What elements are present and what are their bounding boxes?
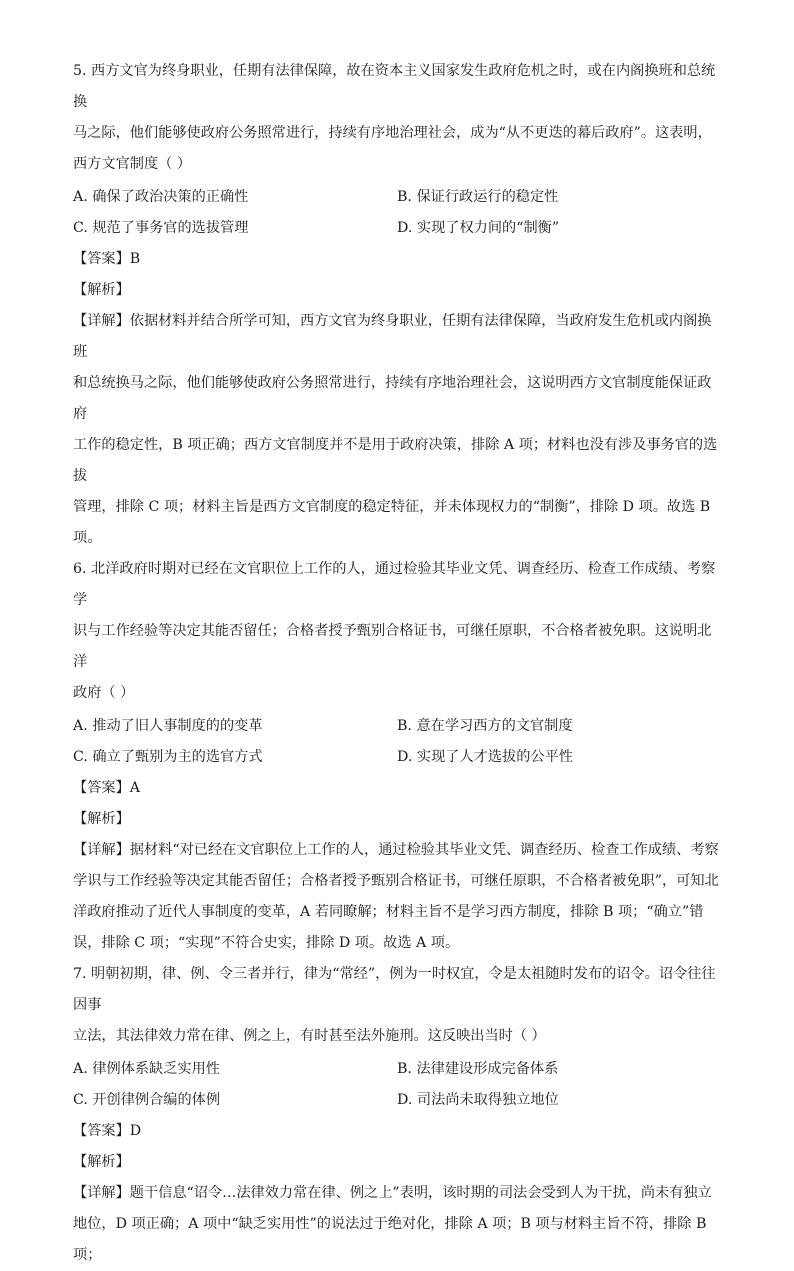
option-b: B. 保证行政运行的稳定性 xyxy=(397,189,559,205)
detail-line: 【详解】据材料“对已经在文官职位上工作的人，通过检验其毕业文凭、调查经历、检查工作成绩、考察 xyxy=(73,842,719,858)
detail-line: 管理，排除 C 项；材料主旨是西方文官制度的稳定特征，并未体现权力的“制衡”，排除 D 项。故选 B xyxy=(73,499,711,515)
answer-label: 【答案】D xyxy=(73,1123,142,1139)
option-a: A. 律例体系缺乏实用性 xyxy=(73,1061,220,1077)
detail-line: 洋政府推动了近代人事制度的变革，A 若同瞭解；材料主旨不是学习西方制度，排除 B 项；“确立”错 xyxy=(73,904,704,920)
detail-line: 和总统换马之际，他们能够使政府公务照常进行，持续有序地治理社会，这说明西方文官制度能保证政府 xyxy=(73,375,712,422)
detail-line: 工作的稳定性，B 项正确；西方文官制度并不是用于政府决策，排除 A 项；材料也没有涉及事务官的选拔 xyxy=(73,437,718,484)
detail-line: 学识与工作经验等决定其能否留任；合格者授予甄别合格证书，可继任原职，不合格者被免职”，可知北 xyxy=(73,873,719,889)
detail-text xyxy=(73,1178,723,1271)
stem-line: 西方文官制度（ ） xyxy=(73,156,192,172)
detail-line: 项。 xyxy=(73,530,102,546)
answer-label: 【答案】B xyxy=(73,251,141,267)
question-stem xyxy=(73,959,723,1052)
stem-line: 识与工作经验等决定其能否留任；合格者授予甄别合格证书，可继任原职，不合格者被免职。这说明北洋 xyxy=(73,623,712,670)
stem-line: 马之际，他们能够使政府公务照常进行，持续有序地治理社会，成为“从不更迭的幕后政府”。这表明， xyxy=(73,125,712,141)
analysis-label: 【解析】 xyxy=(73,811,130,827)
question-6 xyxy=(73,554,723,959)
option-b: B. 意在学习西方的文官制度 xyxy=(397,718,573,734)
options-grid xyxy=(73,711,723,773)
option-a: A. 确保了政治决策的正确性 xyxy=(73,189,249,205)
stem-line: 5. 西方文官为终身职业，任期有法律保障，故在资本主义国家发生政府危机之时，或在内阁换班和总统换 xyxy=(73,63,716,110)
question-7 xyxy=(73,959,723,1271)
detail-text xyxy=(73,835,723,959)
document-content xyxy=(73,62,723,1271)
detail-line: 地位，D 项正确；A 项中“缺乏实用性”的说法过于绝对化，排除 A 项；B 项与材料主旨不符，排除 B 项； xyxy=(73,1216,707,1263)
option-c: C. 规范了事务官的选拔管理 xyxy=(73,220,249,236)
detail-line: 【详解】依据材料并结合所学可知，西方文官为终身职业，任期有法律保障，当政府发生危机或内阁换班 xyxy=(73,313,712,360)
answer-label: 【答案】A xyxy=(73,780,140,796)
option-c: C. 确立了甄别为主的选官方式 xyxy=(73,749,263,765)
detail-line: 【详解】题干信息“诏令…法律效力常在律、例之上”表明，该时期的司法会受到人为干扰，尚未有独立 xyxy=(73,1185,712,1201)
option-d: D. 实现了人才选拔的公平性 xyxy=(397,749,573,765)
question-5 xyxy=(73,56,723,554)
question-stem xyxy=(73,554,723,709)
analysis-label: 【解析】 xyxy=(73,282,130,298)
option-b: B. 法律建设形成完备体系 xyxy=(397,1061,559,1077)
stem-line: 6. 北洋政府时期对已经在文官职位上工作的人，通过检验其毕业文凭、调查经历、检查工作成绩、考察学 xyxy=(73,561,716,608)
detail-line: 误，排除 C 项；“实现”不符合史实，排除 D 项。故选 A 项。 xyxy=(73,935,460,951)
option-c: C. 开创律例合编的体例 xyxy=(73,1092,221,1108)
option-d: D. 实现了权力间的“制衡” xyxy=(397,220,560,236)
question-stem xyxy=(73,56,723,180)
stem-line: 政府（ ） xyxy=(73,685,135,701)
stem-line: 立法，其法律效力常在律、例之上，有时甚至法外施刑。这反映出当时（ ） xyxy=(73,1028,546,1044)
options-grid xyxy=(73,1054,723,1116)
options-grid xyxy=(73,182,723,244)
option-a: A. 推动了旧人事制度的的变革 xyxy=(73,718,263,734)
option-d: D. 司法尚未取得独立地位 xyxy=(397,1092,559,1108)
detail-text xyxy=(73,306,723,554)
stem-line: 7. 明朝初期，律、例、令三者并行，律为“常经”，例为一时权宜，令是太祖随时发布的诏令。诏令往往因事 xyxy=(73,966,716,1013)
analysis-label: 【解析】 xyxy=(73,1154,130,1170)
